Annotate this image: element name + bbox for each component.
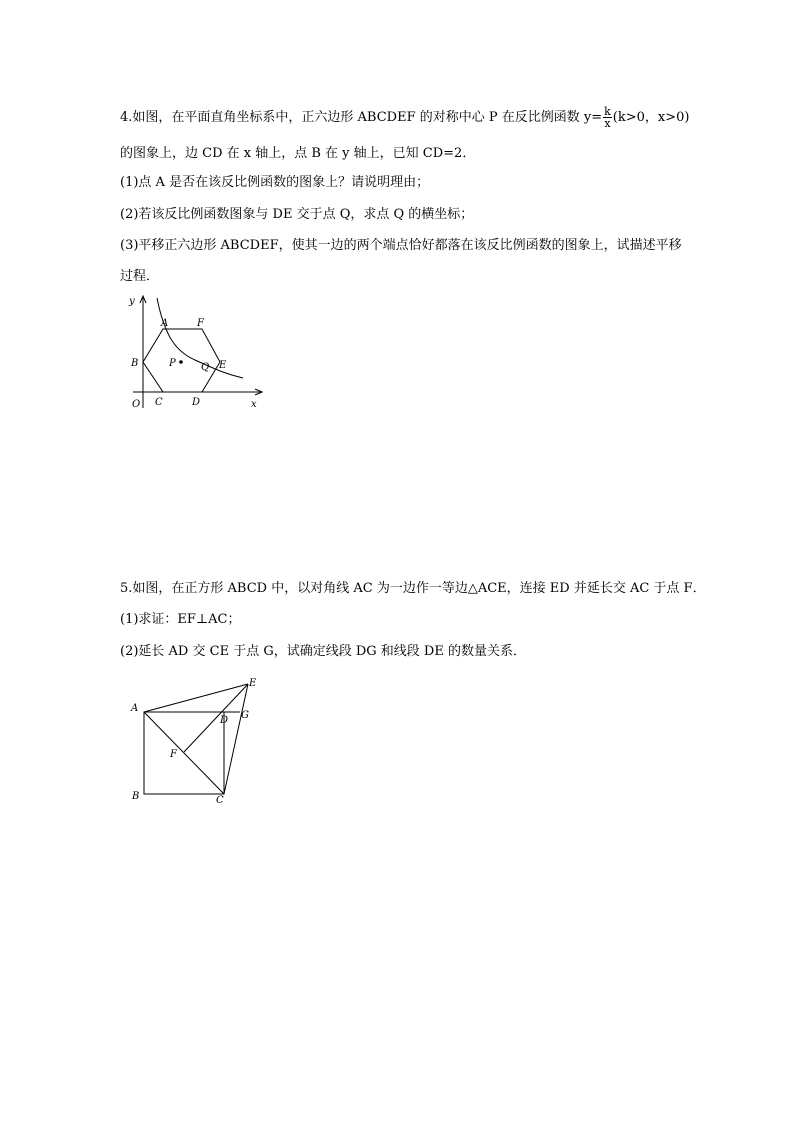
label-g: G [241,710,249,721]
q4-figure [115,290,275,420]
label-f: F [197,318,204,329]
label-c: C [155,397,163,408]
q4-fraction-numerator: k [604,105,611,118]
label-y: y [129,296,135,307]
diagonal-ac [144,712,224,794]
q5-figure [125,672,270,807]
label-b: B [131,358,139,369]
q4-fraction-denominator: x [604,117,611,130]
label-q: Q [201,362,210,373]
label-e: E [249,678,257,689]
label-e: E [219,360,227,371]
q4-line1-pre: 4.如图，在平面直角坐标系中，正六边形 ABCDEF 的对称中心 P 在反比例函数 y= [120,110,603,125]
label-d: D [220,715,229,726]
label-c: C [216,795,224,806]
label-x: x [251,399,257,410]
label-a: A [161,318,169,329]
q4-fraction [603,106,612,129]
q4-line2: 的图象上，边 CD 在 x 轴上，点 B 在 y 轴上，已知 CD=2． [120,146,476,161]
label-a: A [131,703,139,714]
q5-line1: 5.如图，在正方形 ABCD 中，以对角线 AC 为一边作一等边△ACE，连接 ED 并延长交 AC 于点 F． [120,581,706,596]
center-point-p [179,360,183,364]
label-o: O [132,399,141,410]
line-ef [184,684,248,752]
q4-part3-line1: (3)平移正六边形 ABCDEF，使其一边的两个端点恰好都落在该反比例函数的图象上，试描述平移 [120,238,682,253]
q4-line1-post: (k>0，x>0) [612,110,690,125]
label-p: P [169,358,176,369]
label-d: D [192,397,201,408]
q4-line1 [120,106,689,129]
q5-part2: (2)延长 AD 交 CE 于点 G，试确定线段 DG 和线段 DE 的数量关系． [120,644,526,659]
label-b: B [132,791,140,802]
line-ae [144,684,248,712]
q5-part1: (1)求证：EF⊥AC； [120,612,241,627]
q4-part1: (1)点 A 是否在该反比例函数的图象上？请说明理由； [120,175,430,190]
line-ce [224,684,248,794]
q4-part2: (2)若该反比例函数图象与 DE 交于点 Q，求点 Q 的横坐标； [120,207,474,222]
label-f: F [170,749,177,760]
q4-part3-line2: 过程． [120,269,160,284]
